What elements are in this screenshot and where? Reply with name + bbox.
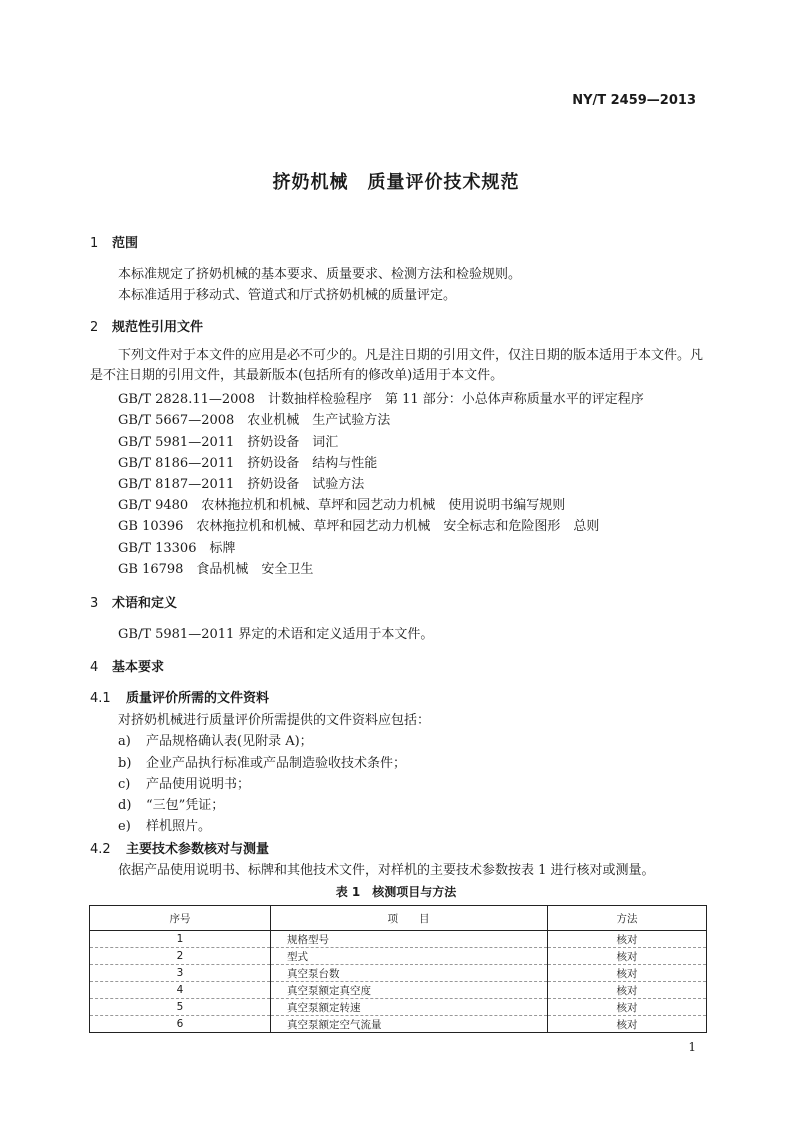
- section-number: 4: [90, 660, 99, 675]
- section-number: 2: [90, 320, 99, 335]
- list-text: 企业产品执行标准或产品制造验收技术条件；: [146, 756, 407, 771]
- table-cell: 核对: [616, 950, 638, 963]
- subsection-number: 4.1: [90, 691, 111, 706]
- list-item: [118, 773, 250, 792]
- table-cell: 5: [90, 999, 271, 1016]
- column-header: 方法: [548, 906, 707, 931]
- table-cell: 真空泵额定真空度: [271, 982, 548, 999]
- reference-item: GB/T 5667—2008 农业机械 生产试验方法: [118, 413, 391, 428]
- section-number: 1: [90, 236, 99, 251]
- column-header: 项 目: [271, 906, 548, 931]
- table-row: [90, 931, 707, 948]
- subsection-title: 质量评价所需的文件资料: [126, 691, 270, 706]
- section-title: 范围: [112, 236, 139, 251]
- table-cell: 核对: [616, 933, 638, 946]
- list-marker: e): [118, 819, 131, 834]
- table-caption: 表 1 核测项目与方法: [335, 885, 457, 899]
- paragraph: 本标准规定了挤奶机械的基本要求、质量要求、检测方法和检验规则。: [118, 267, 522, 282]
- paragraph: 本标准适用于移动式、管道式和厅式挤奶机械的质量评定。: [118, 288, 457, 303]
- list-item: [118, 794, 224, 813]
- table-cell: 3: [90, 965, 271, 982]
- list-marker: c): [118, 777, 131, 792]
- subsection-4-1-heading: [90, 687, 269, 706]
- table-cell: 核对: [616, 967, 638, 980]
- list-item: [118, 815, 211, 834]
- subsection-title: 主要技术参数核对与测量: [126, 842, 270, 857]
- table-cell: 1: [90, 931, 271, 948]
- section-4-heading: [90, 656, 164, 675]
- section-3-heading: [90, 592, 177, 611]
- table-cell: 核对: [616, 1018, 638, 1031]
- list-text: 样机照片。: [146, 819, 212, 834]
- table-row: [90, 999, 707, 1016]
- list-text: “三包”凭证；: [146, 798, 225, 813]
- list-item: [118, 730, 313, 749]
- table-cell: 真空泵额定转速: [271, 999, 548, 1016]
- list-marker: d): [118, 798, 132, 813]
- table-row: [90, 1016, 707, 1033]
- paragraph: 依据产品使用说明书、标牌和其他技术文件，对样机的主要技术参数按表 1 进行核对或测量。: [118, 863, 655, 878]
- table-cell: 真空泵额定空气流量: [271, 1016, 548, 1033]
- section-1-heading: [90, 232, 138, 251]
- standard-number: NY/T 2459—2013: [572, 93, 696, 108]
- table-row: [90, 948, 707, 965]
- table-row: [90, 982, 707, 999]
- reference-item: GB 10396 农林拖拉机和机械、草坪和园艺动力机械 安全标志和危险图形 总则: [118, 519, 600, 534]
- page-number: 1: [688, 1040, 696, 1054]
- table-row: [90, 965, 707, 982]
- section-2-heading: [90, 316, 203, 335]
- section-title: 规范性引用文件: [112, 320, 204, 335]
- reference-item: GB/T 8187—2011 挤奶设备 试验方法: [118, 477, 365, 492]
- table-cell: 4: [90, 982, 271, 999]
- reference-item: GB 16798 食品机械 安全卫生: [118, 562, 314, 577]
- table-cell: 核对: [616, 1001, 638, 1014]
- list-marker: a): [118, 734, 131, 749]
- document-title: 挤奶机械 质量评价技术规范: [272, 172, 520, 193]
- spec-table: [89, 905, 707, 1033]
- paragraph: 对挤奶机械进行质量评价所需提供的文件资料应包括：: [118, 713, 431, 728]
- list-text: 产品规格确认表(见附录 A)；: [146, 734, 313, 749]
- subsection-number: 4.2: [90, 842, 111, 857]
- list-item: [118, 752, 406, 771]
- table-cell: 6: [90, 1016, 271, 1033]
- table-cell: 真空泵台数: [271, 965, 548, 982]
- section-number: 3: [90, 596, 99, 611]
- section-title: 术语和定义: [112, 596, 178, 611]
- section-title: 基本要求: [112, 660, 165, 675]
- table-header-row: [90, 906, 707, 931]
- table-cell: 型式: [271, 948, 548, 965]
- paragraph: 下列文件对于本文件的应用是必不可少的。凡是注日期的引用文件，仅注日期的版本适用于本文件。凡是不注日期的引用文件，其最新版本(包括所有的修改单)适用于本文件。: [90, 348, 704, 383]
- column-header: 序号: [90, 906, 271, 931]
- list-marker: b): [118, 756, 132, 771]
- subsection-4-2-heading: [90, 838, 269, 857]
- reference-item: GB/T 8186—2011 挤奶设备 结构与性能: [118, 456, 378, 471]
- table-cell: 规格型号: [271, 931, 548, 948]
- reference-item: GB/T 13306 标牌: [118, 541, 236, 556]
- reference-item: GB/T 2828.11—2008 计数抽样检验程序 第 11 部分：小总体声称质量水平的评定程序: [118, 392, 644, 407]
- list-text: 产品使用说明书；: [146, 777, 251, 792]
- table-cell: 核对: [616, 984, 638, 997]
- reference-item: GB/T 9480 农林拖拉机和机械、草坪和园艺动力机械 使用说明书编写规则: [118, 498, 566, 513]
- reference-item: GB/T 5981—2011 挤奶设备 词汇: [118, 435, 339, 450]
- table-cell: 2: [90, 948, 271, 965]
- paragraph: GB/T 5981—2011 界定的术语和定义适用于本文件。: [118, 627, 434, 642]
